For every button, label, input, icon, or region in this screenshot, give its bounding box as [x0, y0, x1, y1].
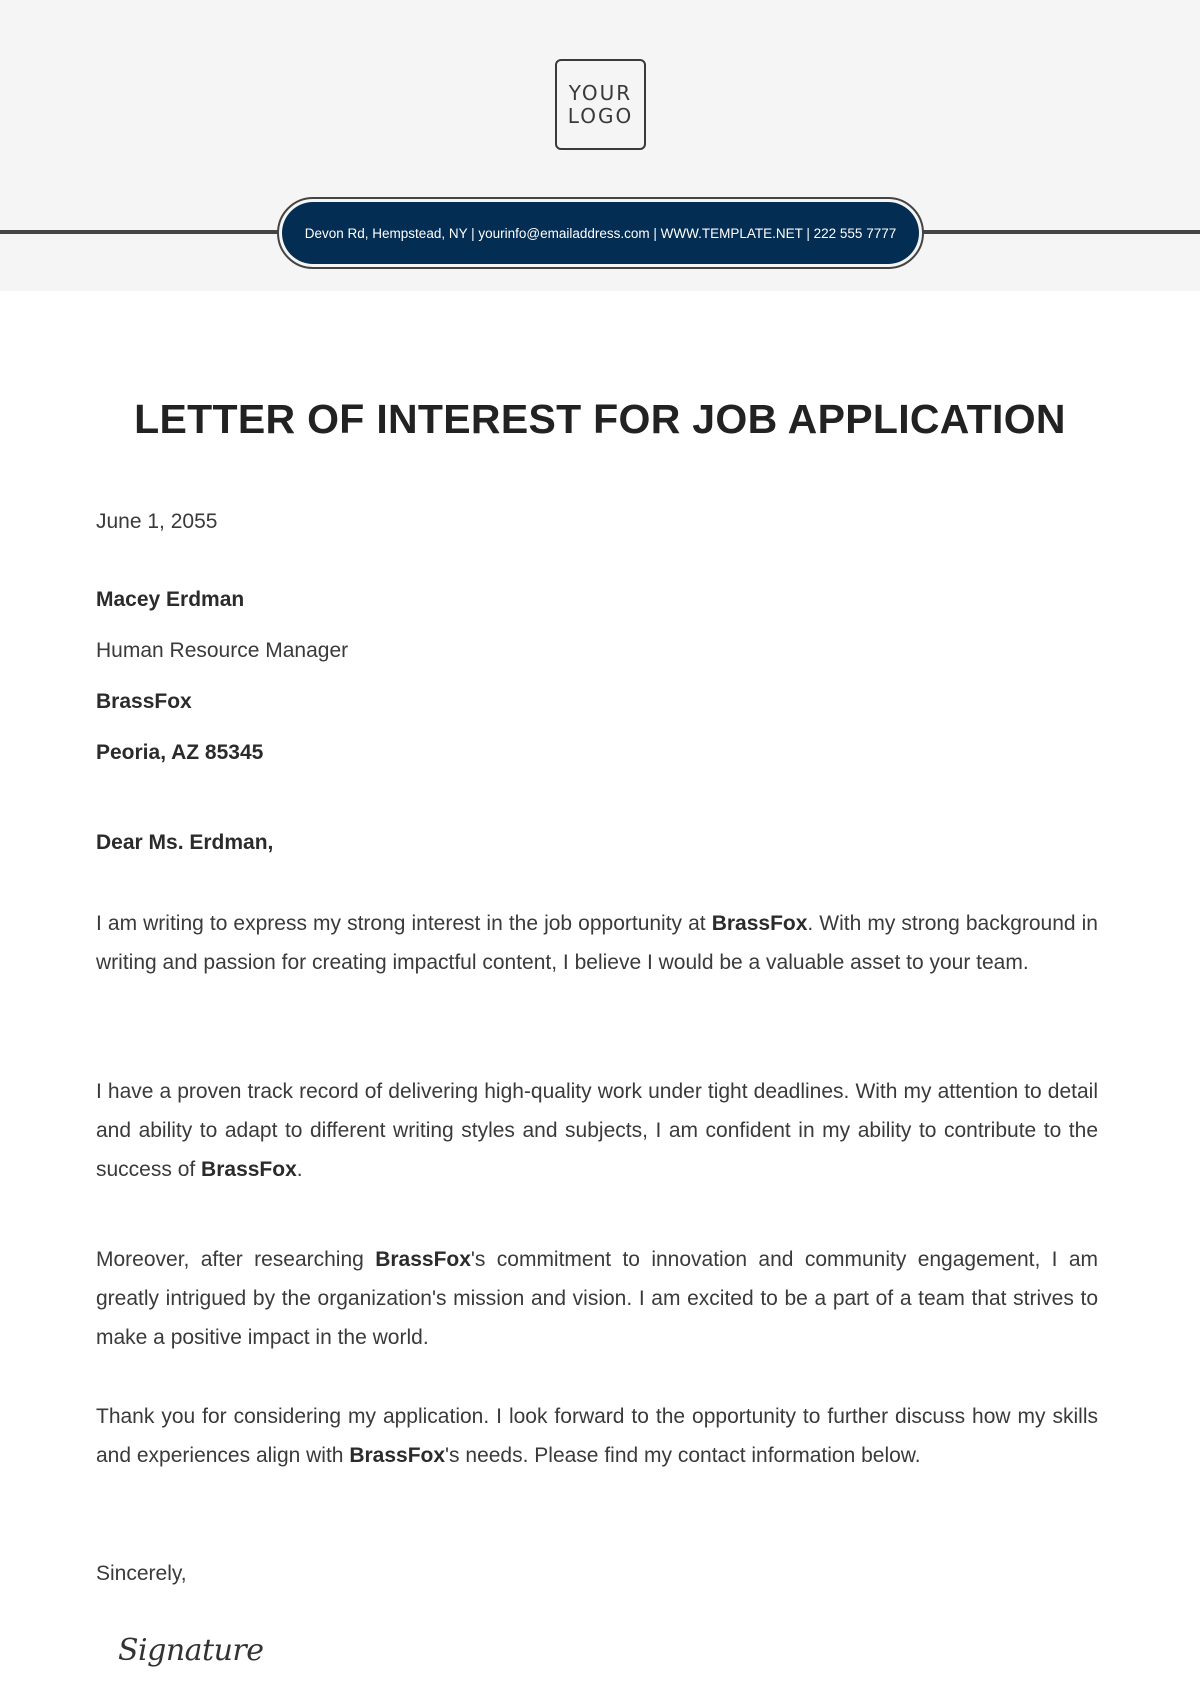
logo-text-line1: YOUR [568, 80, 633, 105]
letter-date: June 1, 2055 [96, 510, 218, 533]
logo-text-line2: LOGO [567, 103, 634, 128]
company-mention: BrassFox [349, 1444, 446, 1467]
recipient-location: Peoria, AZ 85345 [96, 741, 264, 764]
recipient-name: Macey Erdman [96, 588, 245, 611]
paragraph-2: I have a proven track record of delivering high-quality work under tight deadlines. With my attention to detail and ability to adapt to different writing styles and subjects, I am confident in my ability to contribute to the success of BrassFox. [96, 1080, 1098, 1181]
paragraph-4: Thank you for considering my application. I look forward to the opportunity to further discuss how my skills and experiences align with BrassFox's needs. Please find my contact information below. [96, 1405, 1098, 1467]
paragraph-3: Moreover, after researching BrassFox's commitment to innovation and community engagement, I am greatly intrigued by the organization's mission and vision. I am excited to be a part of a team that strives to make a positive impact in the world. [96, 1248, 1098, 1349]
contact-info-bar [282, 202, 919, 264]
company-mention: BrassFox [711, 912, 808, 935]
contact-info-text: Devon Rd, Hempstead, NY | yourinfo@emailaddress.com | WWW.TEMPLATE.NET | 222 555 7777 [304, 225, 897, 241]
letter-title: LETTER OF INTEREST FOR JOB APPLICATION [134, 396, 1066, 442]
company-mention: BrassFox [375, 1248, 471, 1271]
letterhead [0, 0, 1200, 291]
salutation: Dear Ms. Erdman, [96, 831, 274, 854]
closing: Sincerely, [96, 1562, 187, 1585]
recipient-company: BrassFox [96, 690, 192, 713]
logo-placeholder [555, 59, 646, 150]
paragraph-1: I am writing to express my strong interest in the job opportunity at BrassFox. With my strong background in writing and passion for creating impactful content, I believe I would be a valuable asset to your team. [96, 912, 1098, 974]
company-mention: BrassFox [201, 1158, 297, 1181]
recipient-position: Human Resource Manager [96, 639, 349, 662]
signature: Signature [118, 1633, 264, 1668]
